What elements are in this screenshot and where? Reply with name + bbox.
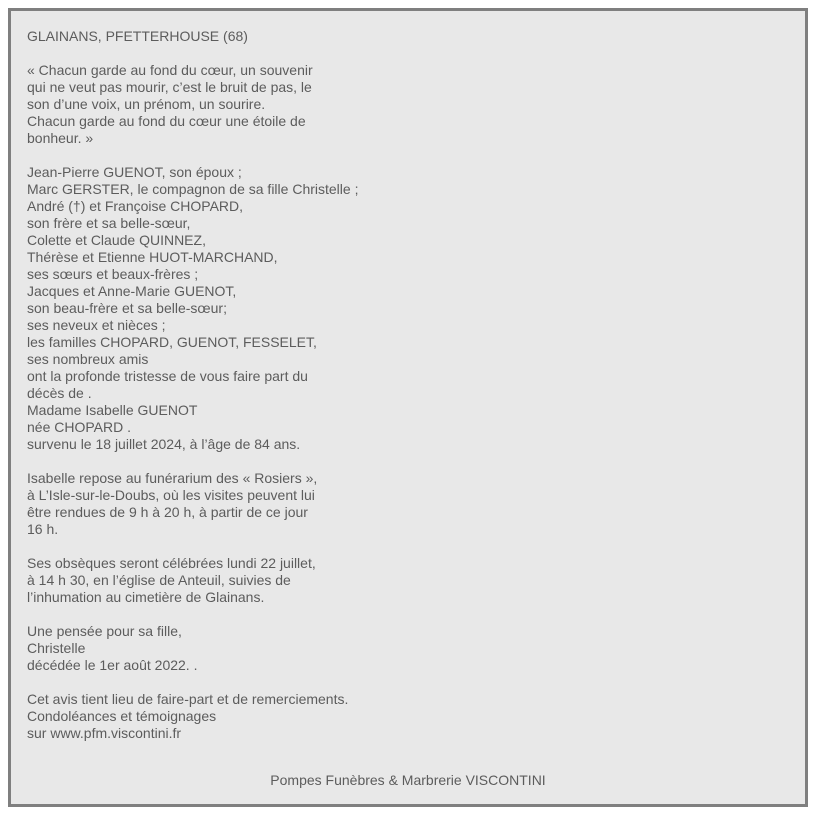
visitation-line: Isabelle repose au funérarium des « Rosiers »,	[27, 470, 318, 486]
visitation-line: 16 h.	[27, 521, 59, 537]
paragraph-gap	[27, 45, 547, 62]
paragraph-gap	[27, 674, 547, 691]
notice-body	[27, 28, 547, 742]
family-line: Colette et Claude QUINNEZ,	[27, 232, 206, 248]
memory-line: Une pensée pour sa fille,	[27, 623, 182, 639]
family-line: née CHOPARD .	[27, 419, 131, 435]
paragraph-gap	[27, 147, 547, 164]
family-line: Thérèse et Etienne HUOT-MARCHAND,	[27, 249, 278, 265]
closing-line: Condoléances et témoignages	[27, 708, 217, 724]
funeral-paragraph	[27, 555, 547, 606]
family-line: son beau-frère et sa belle-sœur;	[27, 300, 227, 316]
paragraph-gap	[27, 606, 547, 623]
family-line: ses neveux et nièces ;	[27, 317, 166, 333]
poem-paragraph	[27, 62, 547, 147]
funeral-home-signature: Pompes Funèbres & Marbrerie VISCONTINI	[270, 772, 546, 788]
family-line: André (†) et Françoise CHOPARD,	[27, 198, 244, 214]
family-line: Jean-Pierre GUENOT, son époux ;	[27, 164, 242, 180]
poem-line: bonheur. »	[27, 130, 94, 146]
family-line: son frère et sa belle-sœur,	[27, 215, 191, 231]
family-line: survenu le 18 juillet 2024, à l’âge de 84 ans.	[27, 436, 301, 452]
deceased-name: Madame Isabelle GUENOT	[27, 402, 198, 418]
visitation-line: à L’Isle-sur-le-Doubs, où les visites peuvent lui	[27, 487, 315, 503]
poem-line: « Chacun garde au fond du cœur, un souvenir	[27, 62, 313, 78]
closing-paragraph	[27, 691, 547, 742]
poem-line: Chacun garde au fond du cœur une étoile de	[27, 113, 306, 129]
family-line: ont la profonde tristesse de vous faire part du	[27, 368, 308, 384]
memory-line: Christelle	[27, 640, 86, 656]
family-paragraph	[27, 164, 547, 453]
closing-line: Cet avis tient lieu de faire-part et de remerciements.	[27, 691, 349, 707]
obituary-notice	[8, 8, 808, 807]
family-line: Jacques et Anne-Marie GUENOT,	[27, 283, 237, 299]
visitation-paragraph	[27, 470, 547, 538]
paragraph-gap	[27, 538, 547, 555]
memory-line: décédée le 1er août 2022. .	[27, 657, 198, 673]
location-heading: GLAINANS, PFETTERHOUSE (68)	[27, 28, 248, 44]
poem-line: son d’une voix, un prénom, un sourire.	[27, 96, 266, 112]
visitation-line: être rendues de 9 h à 20 h, à partir de ce jour	[27, 504, 308, 520]
family-line: ses nombreux amis	[27, 351, 149, 367]
family-line: décès de .	[27, 385, 92, 401]
family-line: ses sœurs et beaux-frères ;	[27, 266, 199, 282]
funeral-line: Ses obsèques seront célébrées lundi 22 juillet,	[27, 555, 316, 571]
funeral-line: l’inhumation au cimetière de Glainans.	[27, 589, 265, 605]
closing-line: sur www.pfm.viscontini.fr	[27, 725, 182, 741]
memory-paragraph	[27, 623, 547, 674]
funeral-line: à 14 h 30, en l’église de Anteuil, suivies de	[27, 572, 291, 588]
family-line: Marc GERSTER, le compagnon de sa fille Christelle ;	[27, 181, 359, 197]
paragraph-gap	[27, 453, 547, 470]
family-line: les familles CHOPARD, GUENOT, FESSELET,	[27, 334, 317, 350]
poem-line: qui ne veut pas mourir, c’est le bruit de pas, le	[27, 79, 312, 95]
